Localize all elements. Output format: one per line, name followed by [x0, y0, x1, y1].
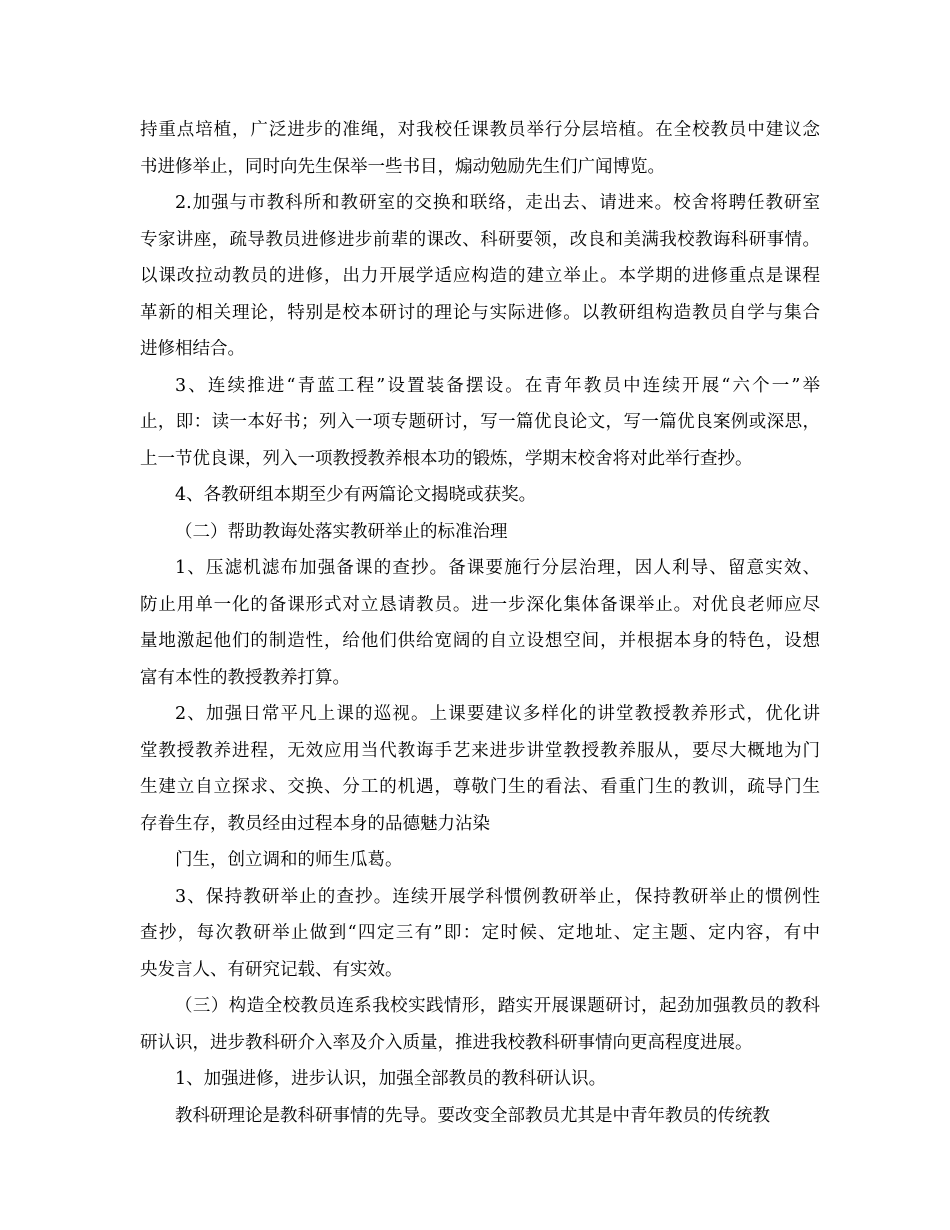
paragraph [140, 1098, 820, 1135]
paragraph-line: 书进修举止，同时向先生保举一些书目，煽动勉励先生们广闻博览。 [140, 156, 665, 177]
paragraph-line: 富有本性的教授教养打算。 [140, 667, 350, 688]
document-body [140, 112, 820, 1134]
paragraph-line: 进修相结合。 [140, 339, 245, 359]
paragraph-line: 存眷生存，教员经由过程本身的品德魅力沾染 [140, 813, 490, 834]
paragraph-line: 3、连续推进“青蓝工程”设置装备摆设。在青年教员中连续开展“六个一”举 [175, 375, 820, 396]
paragraph-line: 堂教授教养进程，无效应用当代教诲手艺来进步讲堂教授教养服从，要尽大概地为门 [140, 740, 820, 761]
paragraph [140, 696, 820, 842]
paragraph-line: 查抄，每次教研举止做到“四定三有”即：定时候、定地址、定主题、定内容，有中 [140, 923, 820, 943]
paragraph [140, 477, 820, 514]
paragraph-line: 2、加强日常平凡上课的巡视。上课要建议多样化的讲堂教授教养形式，优化讲 [175, 704, 820, 724]
paragraph-line: 1、加强进修，进步认识，加强全部教员的教科研认识。 [175, 1069, 607, 1089]
paragraph [140, 368, 820, 478]
paragraph-line: 专家讲座，疏导教员进修进步前辈的课改、科研要领，改良和美满我校教诲科研事情。 [140, 229, 820, 250]
paragraph-line: 革新的相关理论，特别是校本研讨的理论与实际进修。以教研组构造教员自学与集合 [140, 302, 820, 323]
paragraph-line: 防止用单一化的备课形式对立恳请教员。进一步深化集体备课举止。对优良老师应尽 [140, 594, 820, 615]
paragraph [140, 514, 820, 551]
paragraph-line: 止，即：读一本好书；列入一项专题研讨，写一篇优良论文，写一篇优良案例或深思， [140, 412, 820, 432]
paragraph-line: 以课改拉动教员的进修，出力开展学适应构造的建立举止。本学期的进修重点是课程 [140, 266, 820, 286]
paragraph-line: 1、压滤机滤布加强备课的查抄。备课要施行分层治理，因人利导、留意实效、 [175, 558, 820, 578]
paragraph-line: 3、保持教研举止的查抄。连续开展学科惯例教研举止，保持教研举止的惯例性 [175, 886, 820, 907]
paragraph-line: 上一节优良课，列入一项教授教养根本功的锻炼，学期末校舍将对此举行查抄。 [140, 448, 753, 469]
paragraph-line: 央发言人、有研究记载、有实效。 [140, 959, 403, 980]
paragraph-line: 门生，创立调和的师生瓜葛。 [175, 850, 403, 870]
paragraph-line: 生建立自立探求、交换、分工的机遇，尊敬门生的看法、看重门生的教训，疏导门生 [140, 777, 820, 797]
paragraph-line: 研认识，进步教科研介入率及介入质量，推进我校教科研事情向更高程度进展。 [140, 1032, 753, 1053]
paragraph-line: 量地激起他们的制造性，给他们供给宽阔的自立设想空间，并根据本身的特色，设想 [140, 631, 820, 651]
paragraph [140, 988, 820, 1061]
paragraph [140, 550, 820, 696]
paragraph [140, 185, 820, 368]
paragraph-line: 4、各教研组本期至少有两篇论文揭晓或获奖。 [175, 485, 537, 505]
paragraph-line: （二）帮助教诲处落实教研举止的标准治理 [175, 521, 508, 542]
paragraph-line: 教科研理论是教科研事情的先导。要改变全部教员尤其是中青年教员的传统教 [175, 1105, 770, 1126]
paragraph-line: 持重点培植，广泛进步的准绳，对我校任课教员举行分层培植。在全校教员中建议念 [140, 120, 820, 140]
paragraph [140, 879, 820, 989]
paragraph [140, 1061, 820, 1098]
paragraph-line: 2.加强与市教科所和教研室的交换和联络，走出去、请进来。校舍将聘任教研室 [175, 193, 820, 213]
paragraph [140, 112, 820, 185]
paragraph-line: （三）构造全校教员连系我校实践情形，踏实开展课题研讨，起劲加强教员的教科 [175, 996, 820, 1016]
paragraph [140, 842, 820, 879]
